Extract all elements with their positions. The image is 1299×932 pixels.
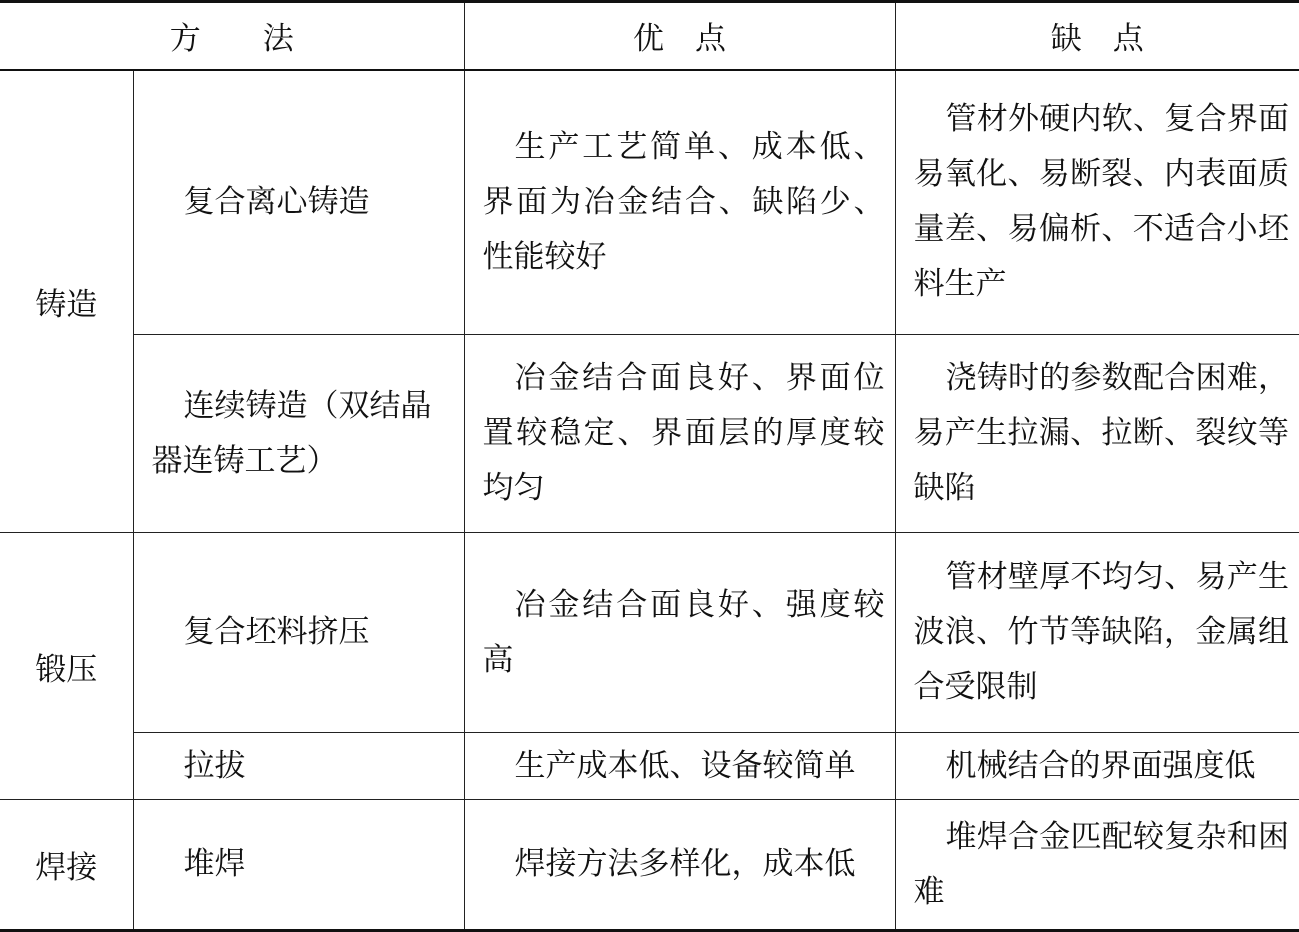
disadvantages-cell: 堆焊合金匹配较复杂和困难	[895, 800, 1299, 931]
disadvantages-cell: 浇铸时的参数配合困难，易产生拉漏、拉断、裂纹等缺陷	[895, 335, 1299, 533]
method-cell: 拉拔	[133, 733, 464, 800]
category-welding: 焊接	[0, 800, 133, 931]
advantages-cell: 生产成本低、设备较简单	[464, 733, 895, 800]
header-method: 方 法	[0, 2, 464, 70]
advantages-cell: 焊接方法多样化，成本低	[464, 800, 895, 931]
method-cell: 复合坯料挤压	[133, 533, 464, 733]
advantages-cell: 冶金结合面良好、强度较高	[464, 533, 895, 733]
advantages-cell: 生产工艺简单、成本低、界面为冶金结合、缺陷少、性能较好	[464, 70, 895, 335]
table-row	[0, 533, 1299, 733]
method-cell: 连续铸造（双结晶器连铸工艺）	[133, 335, 464, 533]
header-disadvantages: 缺 点	[895, 2, 1299, 70]
table-row	[0, 733, 1299, 800]
header-row	[0, 2, 1299, 70]
table-row	[0, 800, 1299, 931]
disadvantages-cell: 机械结合的界面强度低	[895, 733, 1299, 800]
table-row	[0, 70, 1299, 335]
method-cell: 堆焊	[133, 800, 464, 931]
disadvantages-cell: 管材壁厚不均匀、易产生波浪、竹节等缺陷，金属组合受限制	[895, 533, 1299, 733]
category-forging: 锻压	[0, 533, 133, 800]
category-casting: 铸造	[0, 70, 133, 533]
advantages-cell: 冶金结合面良好、界面位置较稳定、界面层的厚度较均匀	[464, 335, 895, 533]
method-cell: 复合离心铸造	[133, 70, 464, 335]
table-row	[0, 335, 1299, 533]
disadvantages-cell: 管材外硬内软、复合界面易氧化、易断裂、内表面质量差、易偏析、不适合小坯料生产	[895, 70, 1299, 335]
header-advantages: 优 点	[464, 2, 895, 70]
